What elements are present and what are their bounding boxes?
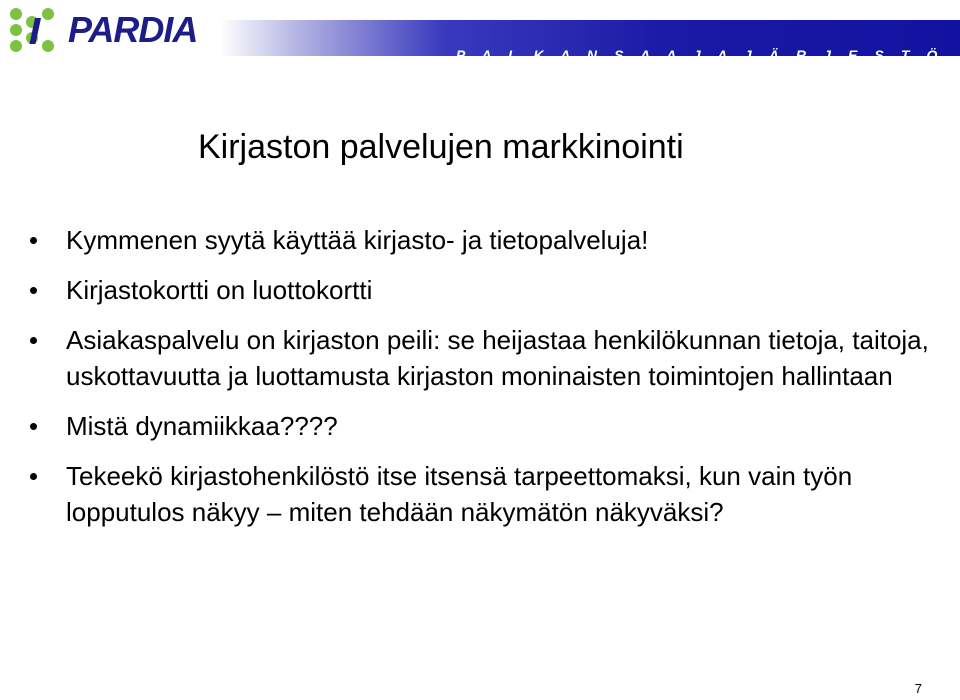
slide-title: Kirjaston palvelujen markkinointi bbox=[198, 128, 684, 166]
bullet-item bbox=[30, 458, 930, 530]
bullet-icon bbox=[30, 237, 37, 244]
bullet-text: Kymmenen syytä käyttää kirjasto- ja tietopalveluja! bbox=[66, 225, 649, 255]
bullet-icon bbox=[30, 287, 37, 294]
bullet-item bbox=[30, 222, 930, 258]
bullet-text: Tekeekö kirjastohenkilöstö itse itsensä tarpeettomaksi, kun vain työn lopputulos näkyy – miten tehdään näkymätön näkyväksi? bbox=[66, 461, 853, 527]
page-number: 7 bbox=[914, 681, 922, 696]
bullet-icon bbox=[30, 337, 37, 344]
bullet-icon bbox=[30, 423, 37, 430]
tagline: P A L K A N S A A J A J Ä R J E S T Ö bbox=[456, 47, 944, 63]
bullet-list bbox=[30, 222, 930, 544]
slide-header bbox=[0, 0, 960, 64]
bullet-text: Mistä dynamiikkaa???? bbox=[66, 411, 338, 441]
bullet-icon bbox=[30, 473, 37, 480]
bullet-item bbox=[30, 272, 930, 308]
pardia-logo-text: PARDIA bbox=[68, 9, 198, 50]
bullet-item bbox=[30, 322, 930, 394]
bullet-item bbox=[30, 408, 930, 444]
bullet-text: Asiakaspalvelu on kirjaston peili: se heijastaa henkilökunnan tietoja, taitoja, uskottavuutta ja luottamusta kirjaston moninaisten toimintojen hallintaan bbox=[66, 325, 929, 391]
pardia-logo-icon bbox=[8, 4, 64, 56]
bullet-text: Kirjastokortti on luottokortti bbox=[66, 275, 373, 305]
header-band bbox=[220, 20, 960, 63]
